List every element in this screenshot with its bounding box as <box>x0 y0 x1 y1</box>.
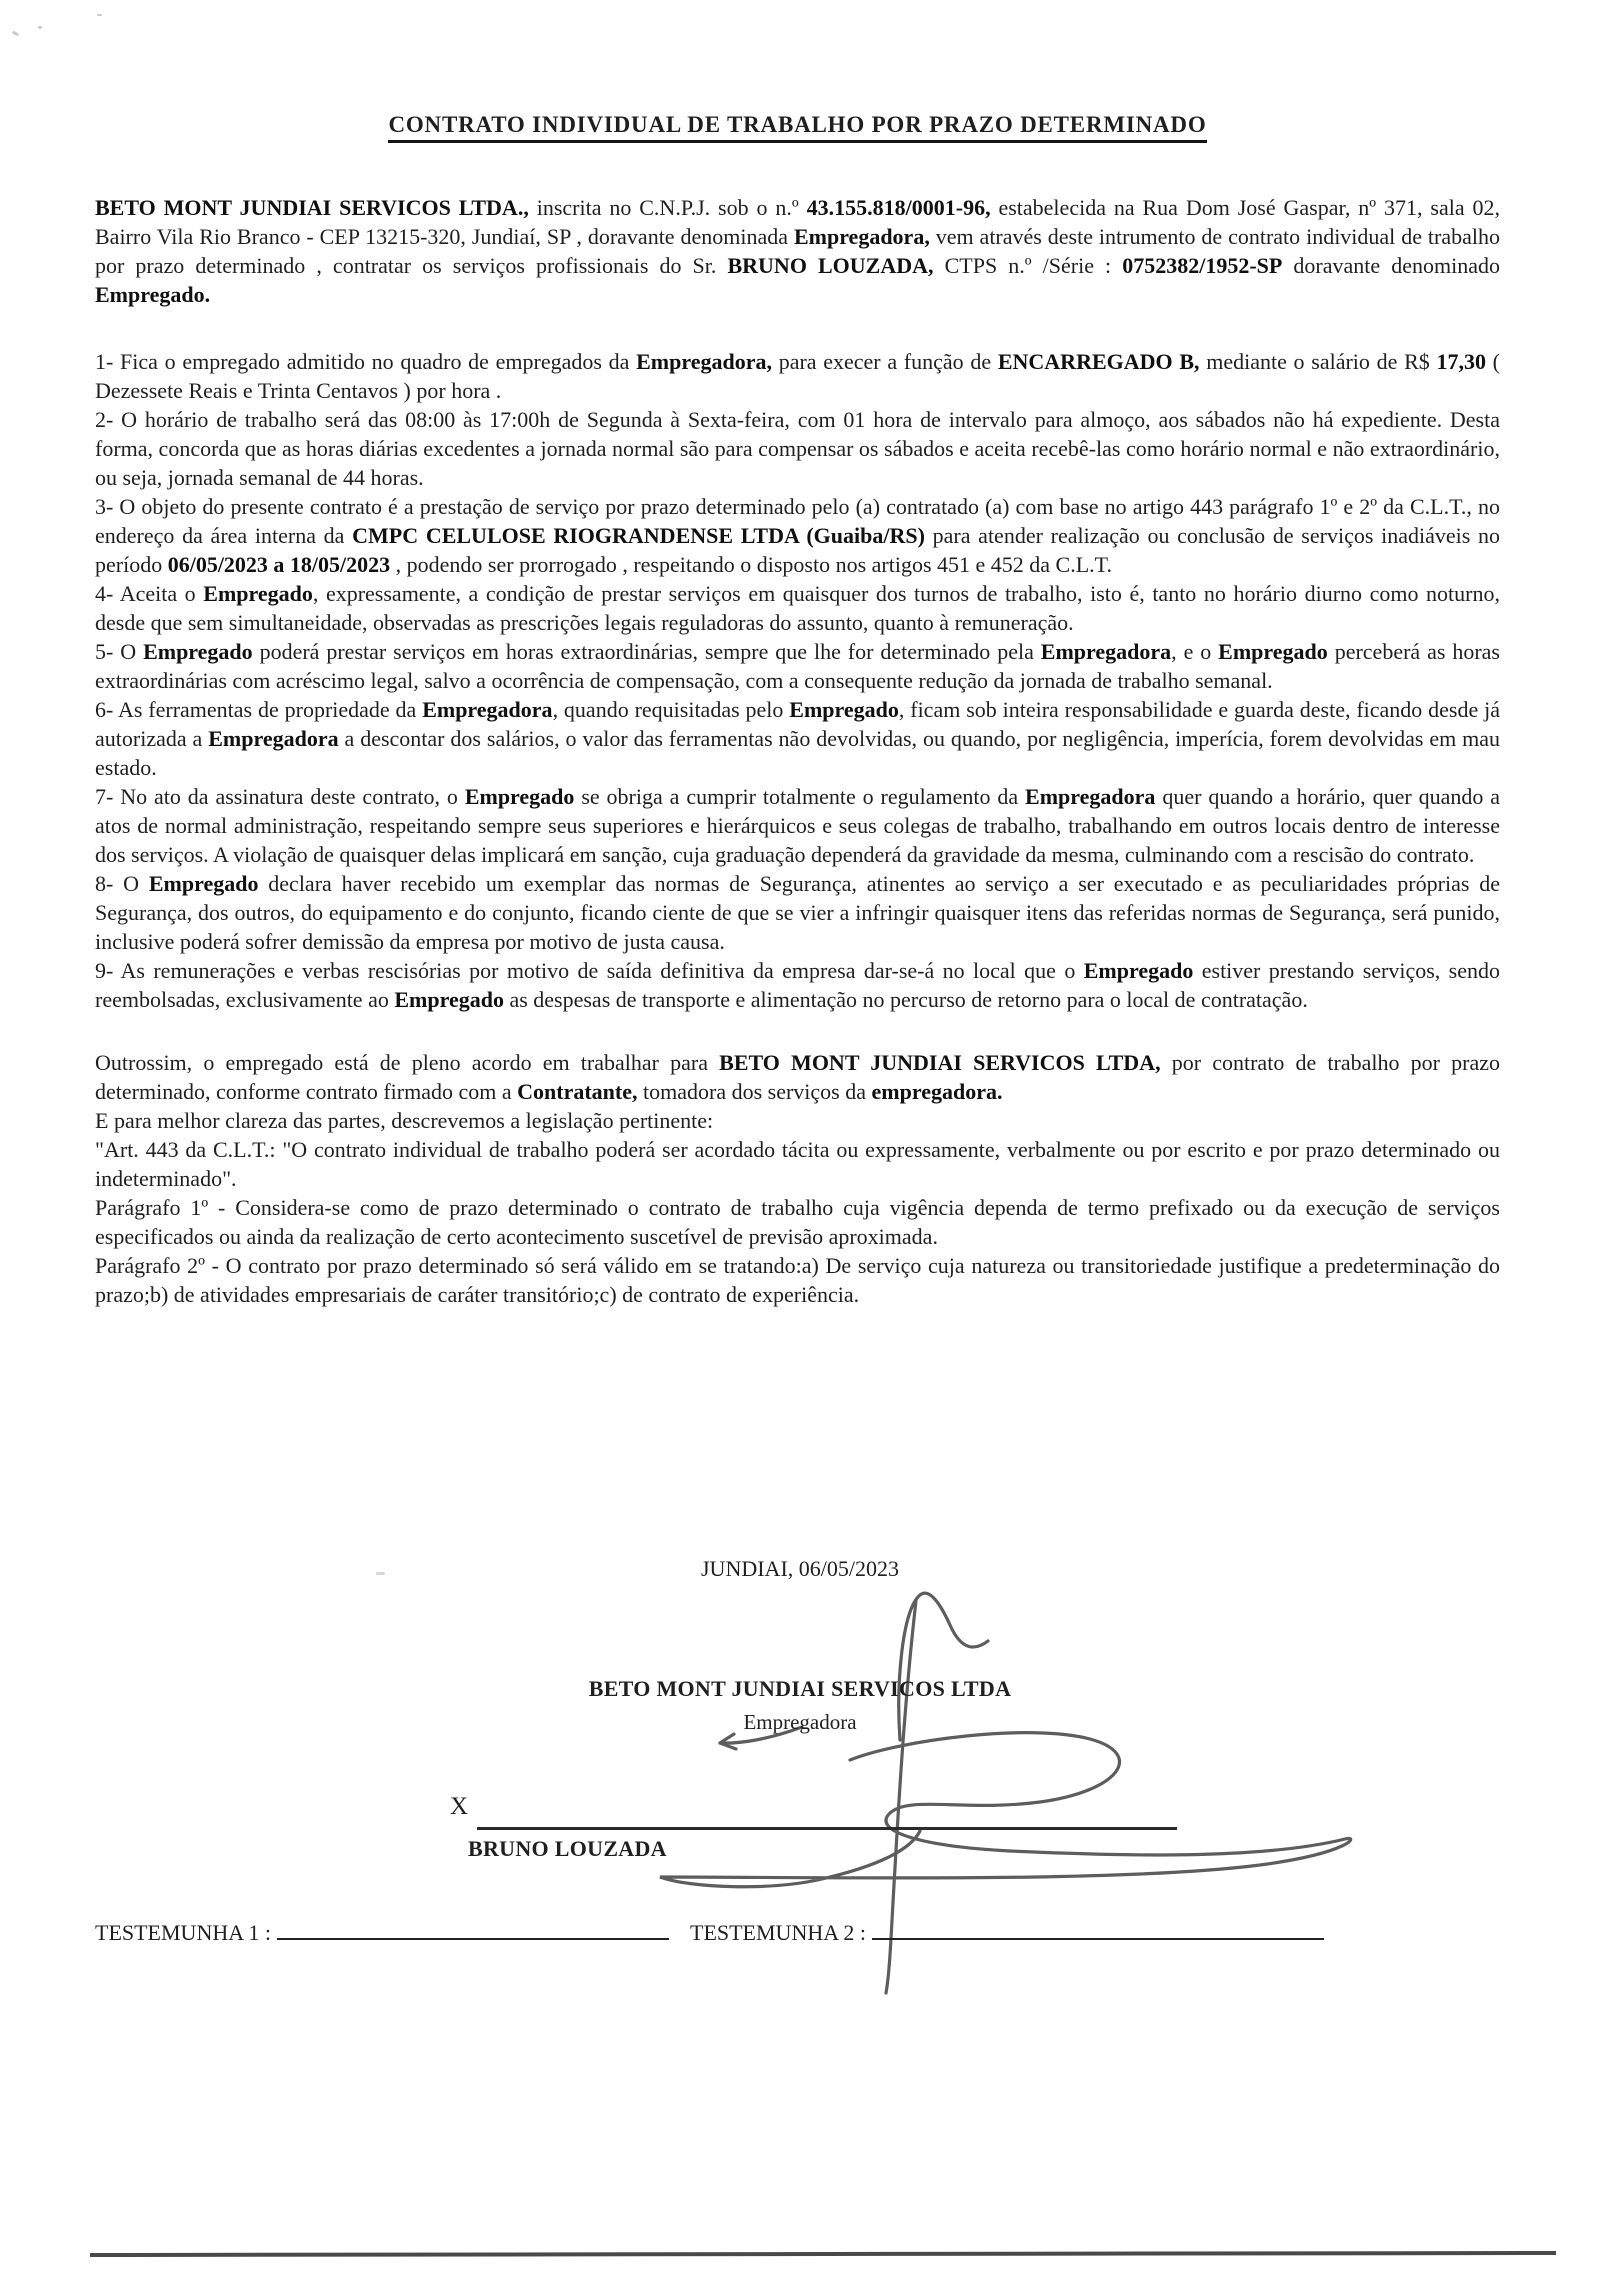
clause-2: 2- O horário de trabalho será das 08:00 às 17:00h de Segunda à Sexta-feira, com 01 hora de intervalo para almoço, aos sábados não há expediente. Desta forma, concorda que as horas diárias excedentes a jornada normal são para compensar os sábados e aceita recebê-las como horário normal e não extraordinário, ou seja, jornada semanal de 44 horas. <box>95 407 1500 490</box>
scan-speck <box>38 26 42 29</box>
scan-speck <box>12 31 20 37</box>
company-signature-name: BETO MONT JUNDIAI SERVICOS LTDA <box>588 1676 1012 1701</box>
witness-2-label: TESTEMUNHA 2 : <box>690 1920 866 1945</box>
clause-3: 3- O objeto do presente contrato é a prestação de serviço por prazo determinado pelo (a) contratado (a) com base no artigo 443 parágrafo 1º e 2º da C.L.T., no endereço da área interna da CMPC CELULOSE RIOGRANDENSE LTDA (Guaiba/RS) para atender realização ou conclusão de serviços inadiáveis no período 06/05/2023 a 18/05/2023 , podendo ser prorrogado , respeitando o disposto nos artigos 451 e 452 da C.L.T. <box>95 494 1500 577</box>
clause-7: 7- No ato da assinatura deste contrato, o Empregado se obriga a cumprir totalmente o regulamento da Empregadora quer quando a horário, quer quando a atos de normal administração, respeitando sempre seus superiores e hierárquicos e seus colegas de trabalho, trabalhando em outros locais dentro de interesse dos serviços. A violação de quaisquer delas implicará em sanção, cuja graduação dependerá da gravidade da mesma, culminando com a rescisão do contrato. <box>95 784 1500 867</box>
witness-2 <box>690 1920 1324 1946</box>
scan-speck <box>97 14 102 16</box>
employee-signature-line <box>477 1827 1177 1830</box>
closing-paragraph-5: Parágrafo 2º - O contrato por prazo determinado só será válido em se tratando:a) De serviço cuja natureza ou transitoriedade justifique a predeterminação do prazo;b) de atividades empresariais de caráter transitório;c) de contrato de experiência. <box>95 1253 1500 1307</box>
intro-paragraph: BETO MONT JUNDIAI SERVICOS LTDA., inscrita no C.N.P.J. sob o n.º 43.155.818/0001-96, estabelecida na Rua Dom José Gaspar, nº 371, sala 02, Bairro Vila Rio Branco - CEP 13215-320, Jundiaí, SP , doravante denominada Empregadora, vem através deste intrumento de contrato individual de trabalho por prazo determinado , contratar os serviços profissionais do Sr. BRUNO LOUZADA, CTPS n.º /Série : 0752382/1952-SP doravante denominado Empregado. <box>95 195 1501 307</box>
closing-paragraph-2: E para melhor clareza das partes, descrevemos a legislação pertinente: <box>95 1108 714 1133</box>
closing-section <box>95 1048 1500 1309</box>
company-role-label: Empregadora <box>743 1710 857 1734</box>
closing-paragraph-4: Parágrafo 1º - Considera-se como de prazo determinado o contrato de trabalho cuja vigência dependa de termo prefixado ou da execução de serviços especificados ou ainda da realização de certo acontecimento suscetível de previsão aproximada. <box>95 1195 1500 1249</box>
clause-1: 1- Fica o empregado admitido no quadro de empregados da Empregadora, para execer a função de ENCARREGADO B, mediante o salário de R$ 17,30 ( Dezessete Reais e Trinta Centavos ) por hora . <box>95 349 1500 403</box>
title-row <box>95 112 1500 143</box>
witness-2-line <box>872 1920 1324 1940</box>
document-body <box>95 112 1500 1309</box>
clause-5: 5- O Empregado poderá prestar serviços em horas extraordinárias, sempre que lhe for determinado pela Empregadora, e o Empregado perceberá as horas extraordinárias com acréscimo legal, salvo a ocorrência de compensação, com a consequente redução da jornada de trabalho semanal. <box>95 639 1500 693</box>
clause-9: 9- As remunerações e verbas rescisórias por motivo de saída definitiva da empresa dar-se-á no local que o Empregado estiver prestando serviços, sendo reembolsadas, exclusivamente ao Empregado as despesas de transporte e alimentação no percurso de retorno para o local de contratação. <box>95 958 1501 1012</box>
clauses-section <box>95 347 1500 1014</box>
closing-paragraph-3: "Art. 443 da C.L.T.: "O contrato individual de trabalho poderá ser acordado tácita ou expressamente, verbalmente ou por escrito e por prazo determinado ou indeterminado". <box>95 1137 1500 1191</box>
document-title: CONTRATO INDIVIDUAL DE TRABALHO POR PRAZO DETERMINADO <box>388 112 1206 143</box>
scan-artifact-bottom-line <box>90 2251 1556 2257</box>
clause-6: 6- As ferramentas de propriedade da Empregadora, quando requisitadas pelo Empregado, ficam sob inteira responsabilidade e guarda deste, ficando desde já autorizada a Empregadora a descontar dos salários, o valor das ferramentas não devolvidas, ou quando, por negligência, imperícia, forem devolvidas em mau estado. <box>95 697 1500 780</box>
employee-x-mark: X <box>450 1793 469 1820</box>
witness-1-line <box>277 1920 669 1940</box>
clause-8: 8- O Empregado declara haver recebido um exemplar das normas de Segurança, atinentes ao serviço a ser executado e as peculiaridades próprias de Segurança, dos outros, do equipamento e do conjunto, ficando ciente de que se vier a infringir quaisquer itens das referidas normas de Segurança, será punido, inclusive poderá sofrer demissão da empresa por motivo de justa causa. <box>95 871 1500 954</box>
clause-4: 4- Aceita o Empregado, expressamente, a condição de prestar serviços em quaisquer dos turnos de trabalho, isto é, tanto no horário diurno como noturno, desde que sem simultaneidade, observadas as prescrições legais reguladoras do assunto, quanto à remuneração. <box>95 581 1500 635</box>
closing-paragraph-1: Outrossim, o empregado está de pleno acordo em trabalhar para BETO MONT JUNDIAI SERVICOS LTDA, por contrato de trabalho por prazo determinado, conforme contrato firmado com a Contratante, tomadora dos serviços da empregadora. <box>95 1050 1500 1104</box>
date-place-line: JUNDIAI, 06/05/2023 <box>701 1556 899 1581</box>
employee-signature-name: BRUNO LOUZADA <box>468 1836 667 1861</box>
witness-1-label: TESTEMUNHA 1 : <box>95 1920 271 1945</box>
witness-1 <box>95 1920 669 1946</box>
